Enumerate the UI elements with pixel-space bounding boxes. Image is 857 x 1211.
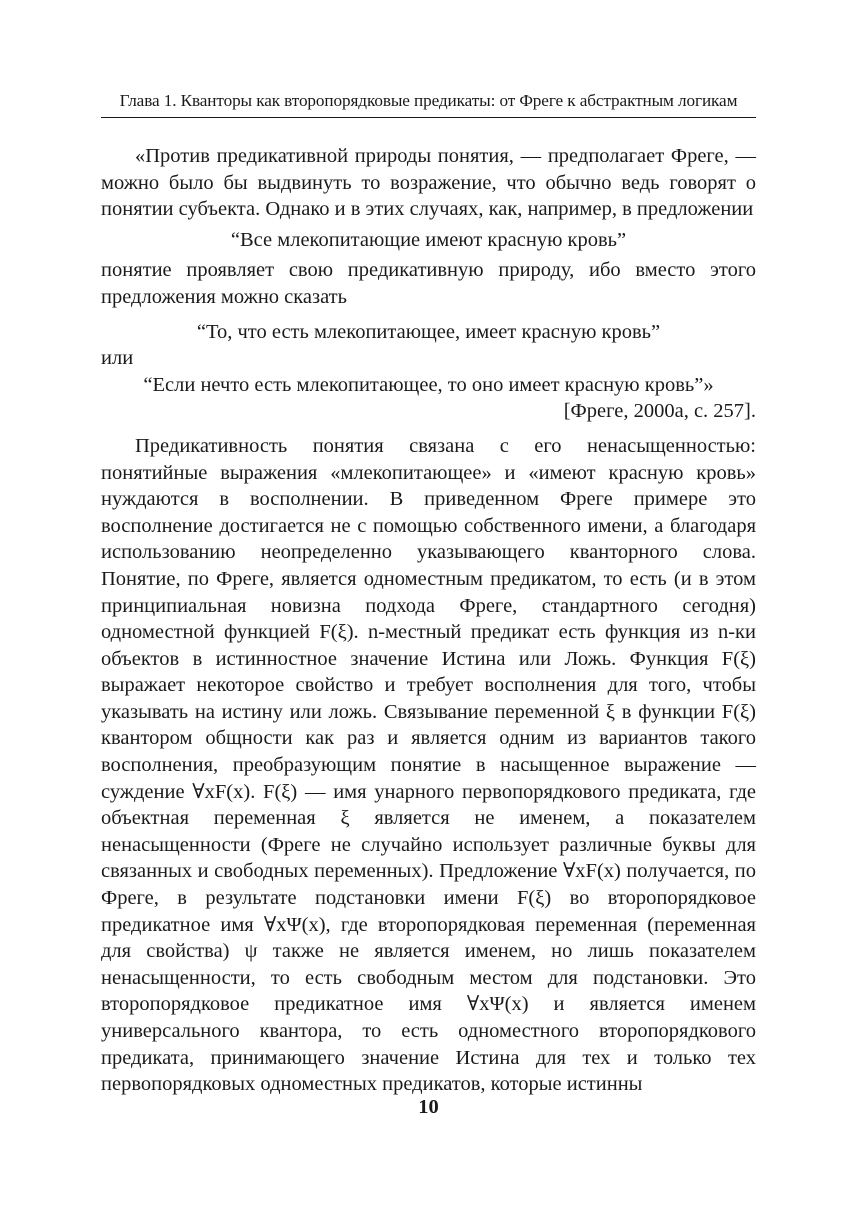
- example-sentence-3: “Если нечто есть млекопитающее, то оно имеет красную кровь”»: [143, 373, 714, 396]
- main-paragraph: Предикативность понятия связана с его ненасыщенностью: понятийные выражения «млекопитающее» и «имеют красную кровь» нуждаются в восполнении. В приведенном Фреге примере это восполнение достигается не с помощью собственного имени, а благодаря использованию неопределенно указывающего кванторного слова. Понятие, по Фреге, является одноместным предикатом, то есть (и в этом принципиальная новизна подхода Фреге, стандартного сегодня) одноместной функцией F(ξ). n-местный предикат есть функция из n-ки объектов в истинностное значение Истина или Ложь. Функция F(ξ) выражает некоторое свойство и требует восполнения для того, чтобы указывать на истину или ложь. Связывание переменной ξ в функции F(ξ) квантором общности как раз и является одним из вариантов такого восполнения, преобразующим понятие в насыщенное выражение — суждение ∀xF(x). F(ξ) — имя унарного первопорядкового предиката, где объектная переменная ξ является не именем, а показателем ненасыщенности (Фреге не случайно использует различные буквы для связанных и свободных переменных). Предложение ∀xF(x) получается, по Фреге, в результате подстановки имени F(ξ) во второпорядковое предикатное имя ∀xΨ(x), где второпорядковая переменная (переменная для свойства) ψ также не является именем, но лишь показателем ненасыщенности, то есть свободным местом для подстановки. Это второпорядковое предикатное имя ∀xΨ(x) и является именем универсального квантора, то есть одноместного второпорядкового предиката, принимающего значение Истина для тех и только тех первопорядковых одноместных предикатов, которые истинны: [101, 434, 756, 1096]
- quote-intro: «Против предикативной природы понятия, — предполагает Фреге, — можно было бы выдвинуть то возражение, что обычно ведь говорят о понятии субъекта. Однако и в этих случаях, как, например, в предложении: [101, 145, 756, 221]
- or-word: или: [101, 347, 134, 370]
- header-rule: [101, 117, 756, 118]
- page-number: 10: [418, 1096, 439, 1118]
- mid-text: понятие проявляет свою предикативную природу, ибо вместо этого предложения можно сказать: [101, 259, 756, 308]
- page-body: [101, 143, 756, 1098]
- example-sentence-2: “То, что есть млекопитающее, имеет красную кровь”: [196, 320, 661, 343]
- running-head: Глава 1. Кванторы как второпорядковые предикаты: от Фреге к абстрактным логикам: [119, 91, 738, 110]
- citation: [Фреге, 2000а, с. 257].: [563, 400, 756, 423]
- example-sentence-1: “Все млекопитающие имеют красную кровь”: [230, 228, 627, 251]
